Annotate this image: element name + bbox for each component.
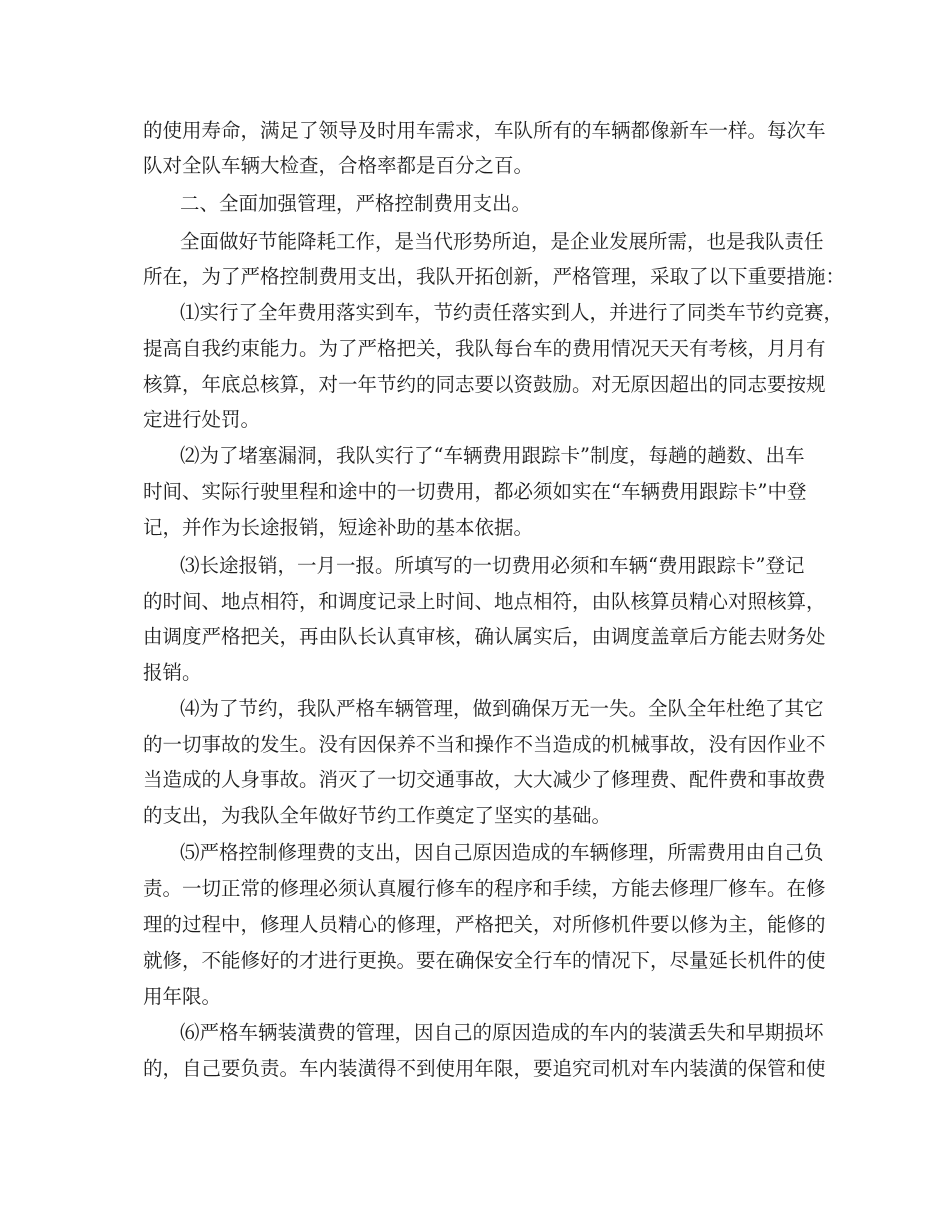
text-line: ⑸严格控制修理费的支出，因自己原因造成的车辆修理，所需费用由自己负 <box>180 841 824 864</box>
text-line: 理的过程中，修理人员精心的修理，严格把关，对所修机件要以修为主，能修的 <box>143 913 826 936</box>
text-line: 就修，不能修好的才进行更换。要在确保安全行车的情况下，尽量延长机件的使 <box>143 949 826 972</box>
text-line: 核算，年底总核算，对一年节约的同志要以资鼓励。对无原因超出的同志要按规 <box>143 373 826 396</box>
text-line: 的一切事故的发生。没有因保养不当和操作不当造成的机械事故，没有因作业不 <box>143 733 826 756</box>
text-line: 全面做好节能降耗工作，是当代形势所迫，是企业发展所需，也是我队责任 <box>180 230 824 253</box>
text-line: 的，自己要负责。车内装潢得不到使用年限，要追究司机对车内装潢的保管和使 <box>143 1057 826 1080</box>
text-line: 的时间、地点相符，和调度记录上时间、地点相符，由队核算员精心对照核算， <box>143 590 826 613</box>
section-heading: 二、全面加强管理，严格控制费用支出。 <box>180 192 532 215</box>
text-line: ⑴实行了全年费用落实到车，节约责任落实到人，并进行了同类车节约竞赛， <box>180 301 844 324</box>
text-line: 用年限。 <box>143 985 222 1008</box>
text-line: 的支出，为我队全年做好节约工作奠定了坚实的基础。 <box>143 804 612 827</box>
text-line: 当造成的人身事故。消灭了一切交通事故，大大减少了修理费、配件费和事故费 <box>143 768 826 791</box>
text-line: ⑵为了堵塞漏洞，我队实行了“车辆费用跟踪卡”制度，每趟的趟数、出车 <box>180 444 805 467</box>
text-line: 报销。 <box>143 661 202 684</box>
text-line: 定进行处罚。 <box>143 408 261 431</box>
text-line: 时间、实际行驶里程和途中的一切费用，都必须如实在“车辆费用跟踪卡”中登 <box>143 480 807 503</box>
text-line: 责。一切正常的修理必须认真履行修车的程序和手续，方能去修理厂修车。在修 <box>143 877 826 900</box>
text-line: 记，并作为长途报销，短途补助的基本依据。 <box>143 516 534 539</box>
text-line: 队对全队车辆大检查，合格率都是百分之百。 <box>143 154 534 177</box>
text-line: 提高自我约束能力。为了严格把关，我队每台车的费用情况天天有考核，月月有 <box>143 337 826 360</box>
text-line: 由调度严格把关，再由队长认真审核，确认属实后，由调度盖章后方能去财务处 <box>143 625 826 648</box>
text-line: ⑷为了节约，我队严格车辆管理，做到确保万无一失。全队全年杜绝了其它 <box>180 697 824 720</box>
text-line: 所在，为了严格控制费用支出，我队开拓创新，严格管理，采取了以下重要措施： <box>143 265 846 288</box>
text-line: ⑹严格车辆装潢费的管理，因自己的原因造成的车内的装潢丢失和早期损坏 <box>180 1021 824 1044</box>
text-line: 的使用寿命，满足了领导及时用车需求，车队所有的车辆都像新车一样。每次车 <box>143 119 826 142</box>
text-line: ⑶长途报销，一月一报。所填写的一切费用必须和车辆“费用跟踪卡”登记 <box>180 554 805 577</box>
